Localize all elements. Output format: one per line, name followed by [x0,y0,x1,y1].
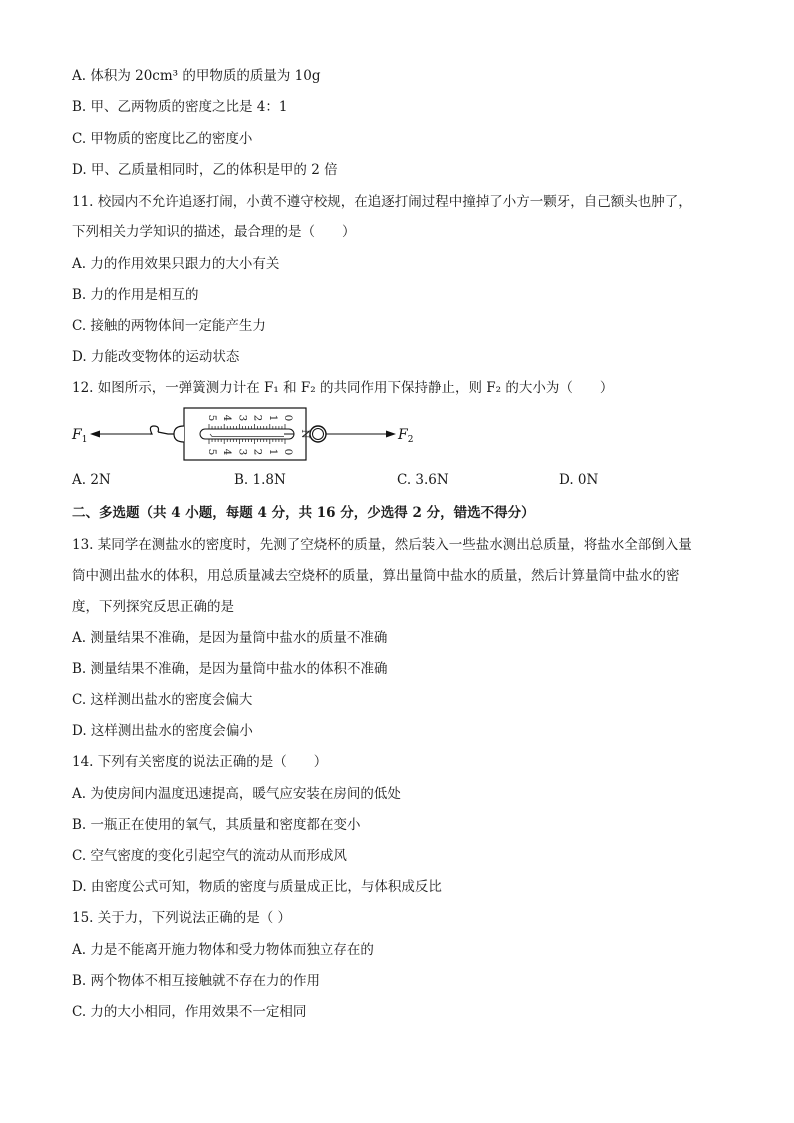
scale-label: 3 [236,414,249,422]
q15-option-c: C. 力的大小相同，作用效果不一定相同 [72,1004,307,1020]
left-force-arrowhead [90,431,100,438]
q12-option-d: D. 0N [559,472,599,488]
q12-option-c: C. 3.6N [397,472,449,488]
q11-option-d: D. 力能改变物体的运动状态 [72,349,240,365]
scale-label: 5 [206,414,218,422]
hook-rod [158,432,176,434]
q15-option-b: B. 两个物体不相互接触就不存在力的作用 [72,973,321,989]
spring-scale-diagram [70,404,430,466]
q14-option-b: B. 一瓶正在使用的氧气，其质量和密度都在变小 [72,817,361,833]
q14-option-a: A. 为使房间内温度迅速提高，暖气应安装在房间的低处 [72,786,401,802]
scale-label: 0 [282,448,294,456]
scale-label: 1 [266,448,279,456]
scale-labels-bottom [206,449,294,456]
scale-label: 0 [282,414,294,422]
right-force-arrowhead [386,431,396,438]
hook-icon [150,426,159,434]
q11-option-a: A. 力的作用效果只跟力的大小有关 [72,256,280,272]
scale-label: 3 [236,448,249,456]
q10-option-d: D. 甲、乙质量相同时，乙的体积是甲的 2 倍 [72,162,338,178]
section-heading-multiple-choice: 二、多选题（共 4 小题，每题 4 分，共 16 分，少选得 2 分，错选不得分） [72,505,535,521]
scale-label: 2 [251,448,264,456]
q10-option-b: B. 甲、乙两物质的密度之比是 4：1 [72,99,288,115]
scale-tube [200,429,294,439]
q11-option-b: B. 力的作用是相互的 [72,287,199,303]
q15-option-a: A. 力是不能离开施力物体和受力物体而独立存在的 [72,942,374,958]
q13-option-d: D. 这样测出盐水的密度会偏小 [72,723,253,739]
q12-options [0,472,794,492]
q15-stem: 15. 关于力，下列说法正确的是（ ） [72,910,292,926]
scale-label: 1 [266,414,279,422]
q13-option-a: A. 测量结果不准确，是因为量筒中盐水的质量不准确 [72,630,388,646]
scale-label: 4 [221,414,234,422]
q13-option-b: B. 测量结果不准确，是因为量筒中盐水的体积不准确 [72,661,388,677]
left-force-label: $F_1$ [72,427,88,445]
q12-option-b: B. 1.8N [234,472,286,488]
scale-unit-label: N [299,429,311,439]
scale-labels-top [206,415,294,422]
scale-left-cap [174,426,184,442]
scale-ring-inner [313,429,324,440]
scale-label: 2 [251,414,264,422]
q13-option-c: C. 这样测出盐水的密度会偏大 [72,692,253,708]
q12-stem: 12. 如图所示，一弹簧测力计在 F₁ 和 F₂ 的共同作用下保持静止，则 F₂ 的大小为（ ） [72,380,614,396]
q11-option-c: C. 接触的两物体间一定能产生力 [72,318,266,334]
q14-stem: 14. 下列有关密度的说法正确的是（ ） [72,754,328,770]
q14-option-d: D. 由密度公式可知，物质的密度与质量成正比，与体积成反比 [72,879,442,895]
q11-stem-line-1: 11. 校园内不允许追逐打闹，小黄不遵守校规，在追逐打闹过程中撞掉了小方一颗牙，自己额头也肿了， [72,194,692,210]
scale-label: 4 [221,448,234,456]
scale-ticks-top [209,424,285,429]
q13-stem-line-1: 13. 某同学在测盐水的密度时，先测了空烧杯的质量，然后装入一些盐水测出总质量，将盐水全部倒入量 [72,537,692,553]
q14-option-c: C. 空气密度的变化引起空气的流动从而形成风 [72,848,347,864]
q12-option-a: A. 2N [72,472,111,488]
q13-stem-line-2: 筒中测出盐水的体积，用总质量减去空烧杯的质量，算出量筒中盐水的质量，然后计算量筒中盐水的密 [72,568,680,584]
q13-stem-line-3: 度，下列探究反思正确的是 [72,599,234,615]
scale-label: 5 [206,448,218,456]
spring-scale-figure [70,404,430,466]
scale-ticks-bottom [209,439,285,444]
right-force-label: $F_2$ [398,427,414,445]
q11-stem-line-2: 下列相关力学知识的描述，最合理的是（ ） [72,224,356,240]
q10-option-a: A. 体积为 20cm³ 的甲物质的质量为 10g [72,68,321,84]
q10-option-c: C. 甲物质的密度比乙的密度小 [72,131,253,147]
